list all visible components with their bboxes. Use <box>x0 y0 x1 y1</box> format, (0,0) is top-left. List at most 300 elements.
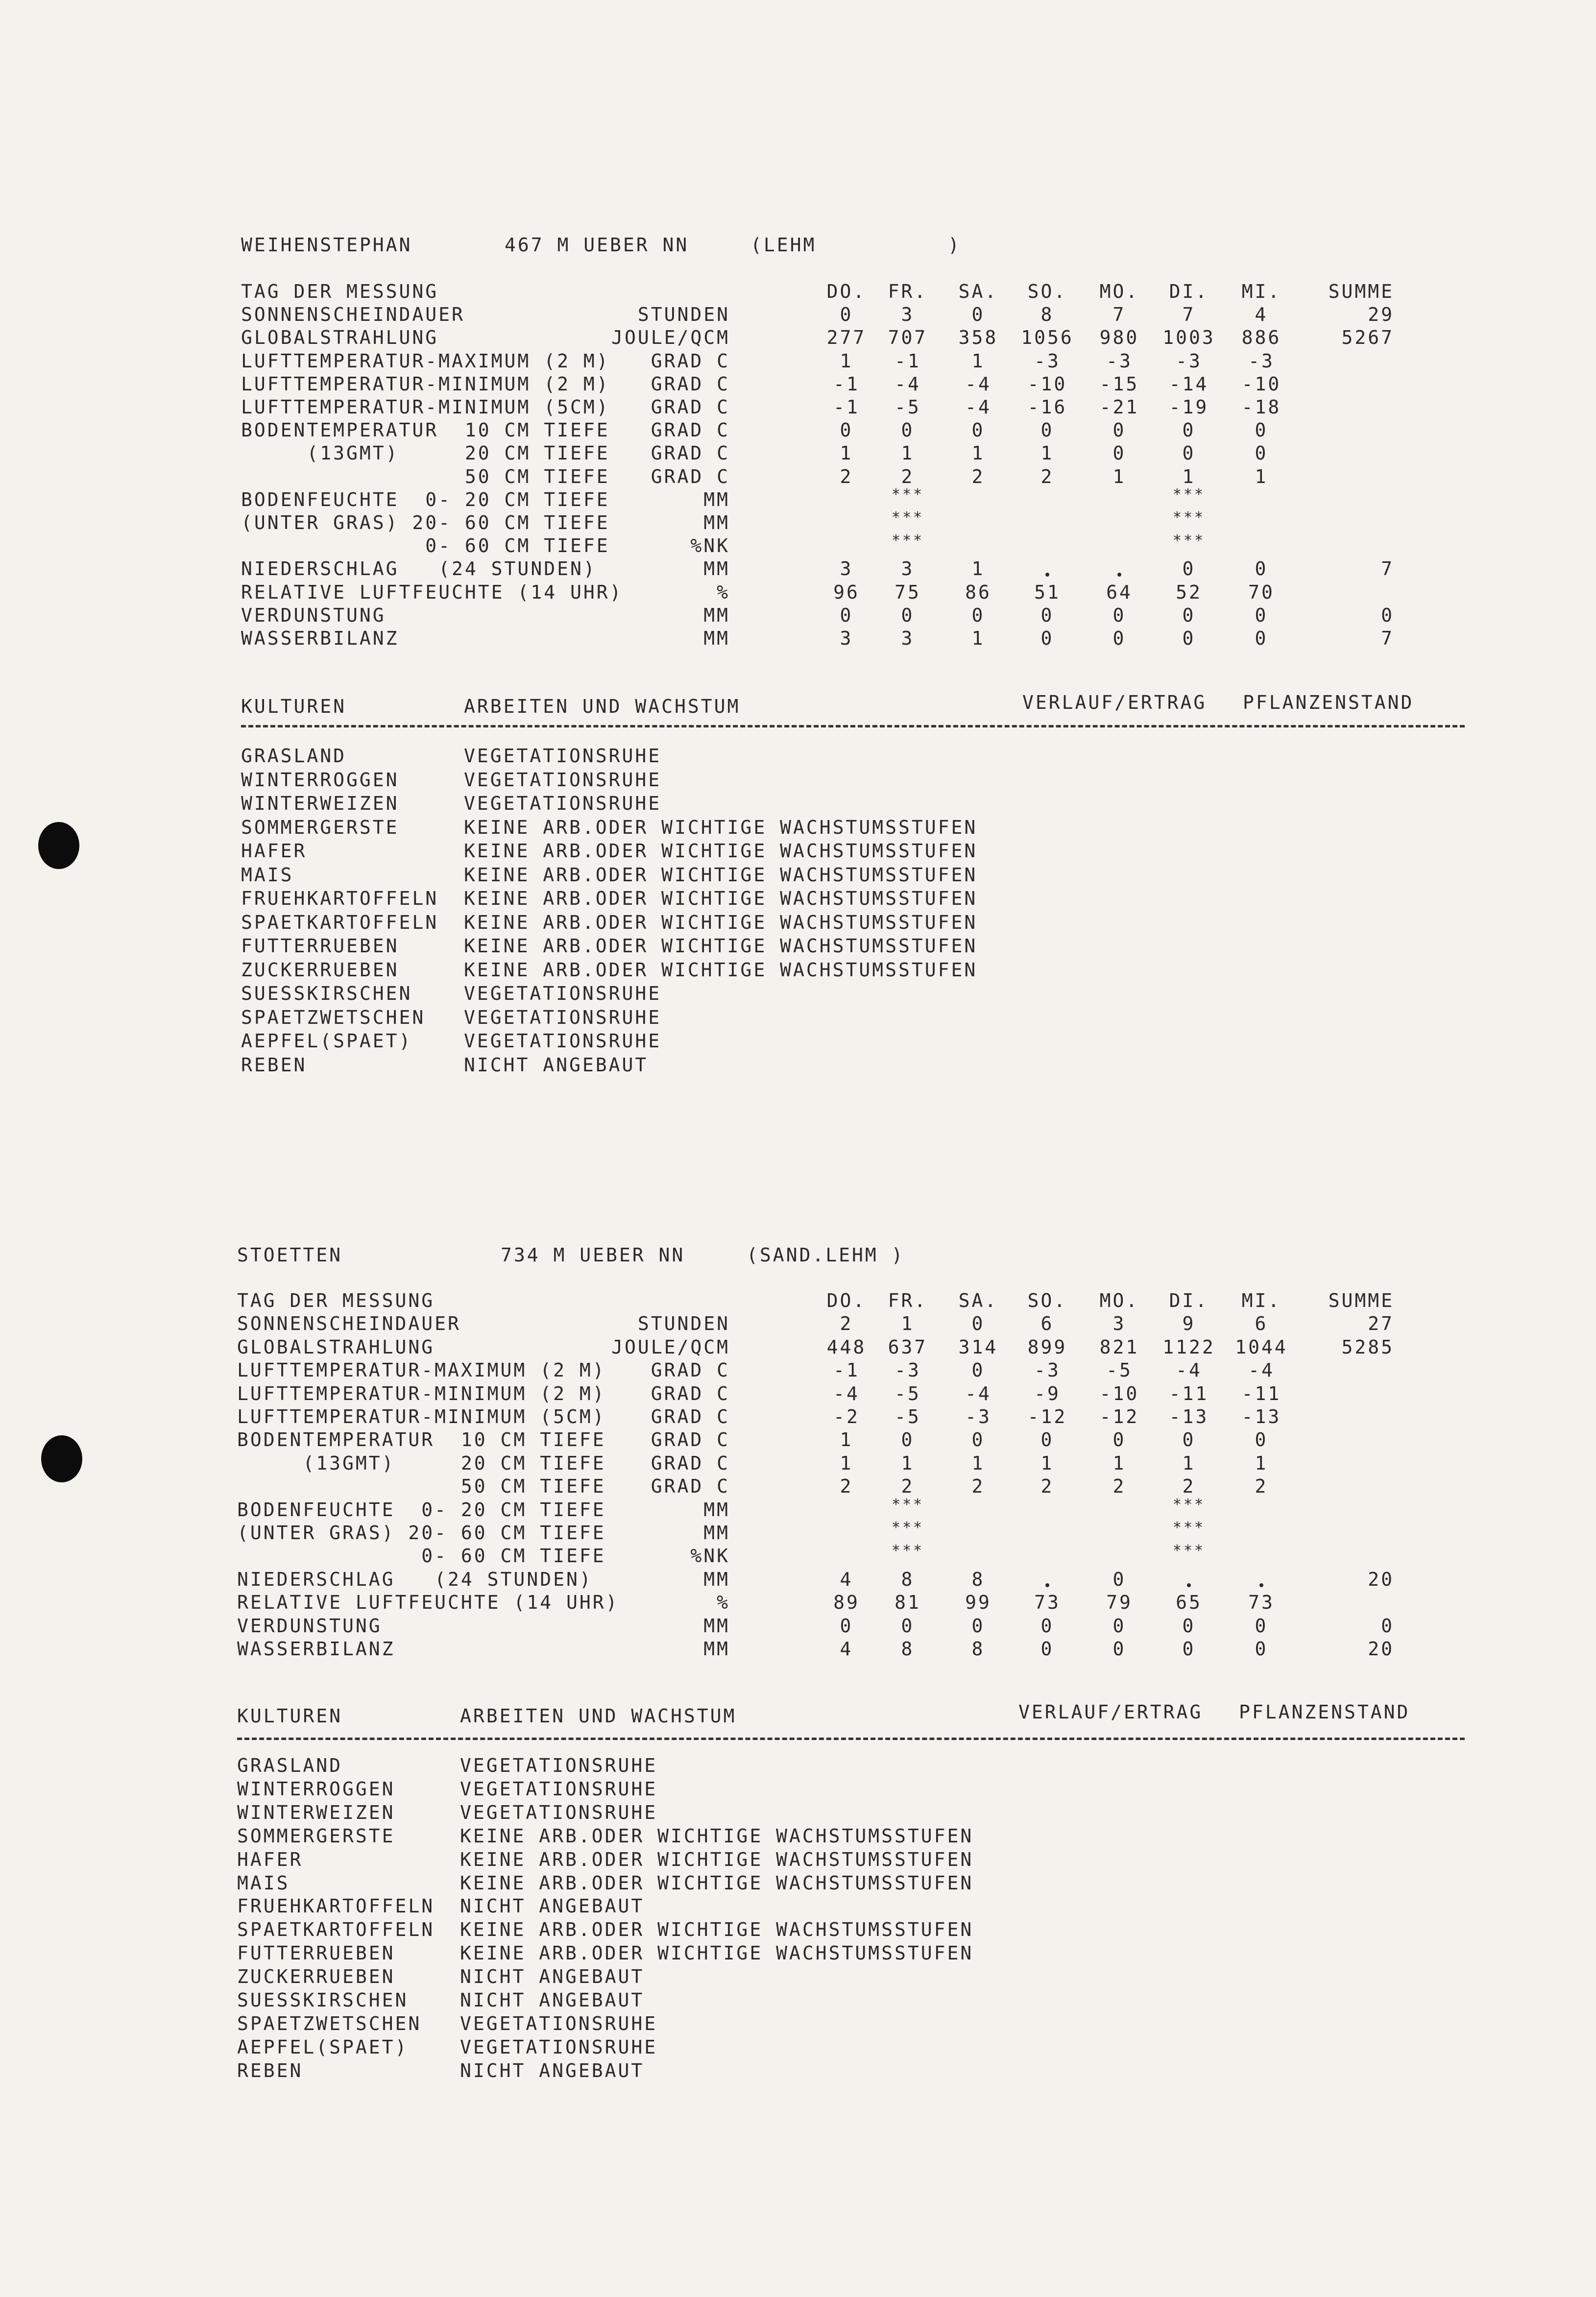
row-unit: GRAD C <box>651 396 730 418</box>
cell-value: -4 <box>1176 1359 1202 1381</box>
cell-value: 0 <box>1182 1615 1196 1637</box>
cell-value: 2 <box>901 465 915 487</box>
cultures-col-header: VERLAUF/ERTRAG <box>1018 1701 1203 1723</box>
station-soil: (LEHM ) <box>750 234 962 256</box>
row-label: RELATIVE LUFTFEUCHTE (14 UHR) <box>241 581 623 603</box>
culture-status: NICHT ANGEBAUT <box>460 1989 645 2011</box>
cell-value: -1 <box>833 373 860 395</box>
cultures-col-header: ARBEITEN UND WACHSTUM <box>460 1705 737 1727</box>
sum-value: 29 <box>1368 304 1394 326</box>
cell-value: -5 <box>895 1382 921 1404</box>
cell-value: -1 <box>833 1359 860 1381</box>
culture-name: SPAETKARTOFFELN <box>241 911 439 933</box>
cell-value: 51 <box>1034 581 1061 603</box>
missing-value-dot <box>1187 1583 1191 1587</box>
row-label: LUFTTEMPERATUR-MINIMUM (2 M) <box>241 373 610 395</box>
cell-value: 1 <box>971 558 985 580</box>
culture-status: VEGETATIONSRUHE <box>460 2036 658 2058</box>
cell-value: 3 <box>901 558 915 580</box>
cell-value: 2 <box>840 1313 853 1335</box>
cell-value: 0 <box>1255 628 1268 649</box>
cell-value: -3 <box>1034 1359 1061 1381</box>
row-label: GLOBALSTRAHLUNG <box>241 327 439 349</box>
row-unit: MM <box>703 1615 730 1637</box>
cell-value: -2 <box>833 1406 860 1427</box>
cell-value: 1 <box>1182 465 1196 487</box>
cell-value: 1 <box>840 442 853 464</box>
cell-value: -3 <box>965 1406 991 1427</box>
row-label: (UNTER GRAS) 20- 60 CM TIEFE <box>241 512 610 533</box>
cell-value: 0 <box>1255 442 1268 464</box>
cell-value: *** <box>1172 1496 1206 1513</box>
cell-value: 0 <box>1112 1568 1126 1590</box>
cell-value: 4 <box>840 1638 853 1660</box>
day-header: FR. <box>888 281 928 302</box>
cell-value: *** <box>1172 485 1206 503</box>
punch-hole-top <box>38 822 79 869</box>
cell-value: 0 <box>1112 628 1126 649</box>
cell-value: 1 <box>840 1429 853 1451</box>
cell-value: 52 <box>1176 581 1202 603</box>
culture-name: SPAETZWETSCHEN <box>241 1006 426 1028</box>
row-label: VERDUNSTUNG <box>237 1615 382 1637</box>
cell-value: 0 <box>1255 1638 1268 1660</box>
culture-status: KEINE ARB.ODER WICHTIGE WACHSTUMSSTUFEN <box>460 1872 974 1894</box>
cell-value: -19 <box>1169 396 1209 418</box>
cell-value: -10 <box>1241 373 1282 395</box>
sum-value: 5285 <box>1341 1336 1394 1358</box>
cell-value: -11 <box>1241 1382 1282 1404</box>
cell-value: 0 <box>971 1359 985 1381</box>
culture-name: WINTERROGGEN <box>237 1778 395 1800</box>
cell-value: -5 <box>895 1406 921 1427</box>
cell-value: 637 <box>888 1336 928 1358</box>
culture-status: KEINE ARB.ODER WICHTIGE WACHSTUMSSTUFEN <box>464 911 978 933</box>
cell-value: 2 <box>1112 1475 1126 1498</box>
row-unit: %NK <box>690 1545 730 1567</box>
day-header: DO. <box>826 1290 867 1311</box>
cell-value: 0 <box>1182 1429 1196 1451</box>
row-label: LUFTTEMPERATUR-MINIMUM (2 M) <box>237 1382 606 1404</box>
row-label: SONNENSCHEINDAUER <box>237 1313 461 1335</box>
cell-value: -14 <box>1169 373 1209 395</box>
cell-value: 0 <box>840 1615 853 1637</box>
cell-value: 99 <box>965 1592 991 1614</box>
header-label: TAG DER MESSUNG <box>237 1290 435 1311</box>
cell-value: -12 <box>1027 1406 1067 1427</box>
cell-value: 8 <box>901 1568 915 1590</box>
row-unit: STUNDEN <box>637 304 730 326</box>
culture-name: SOMMERGERSTE <box>237 1825 395 1847</box>
cell-value: 0 <box>901 604 915 626</box>
day-header: SO. <box>1027 1290 1067 1311</box>
missing-value-dot <box>1117 573 1121 577</box>
row-label: LUFTTEMPERATUR-MINIMUM (5CM) <box>237 1406 606 1427</box>
culture-name: AEPFEL(SPAET) <box>237 2036 409 2058</box>
cell-value: 86 <box>965 581 991 603</box>
row-unit: GRAD C <box>651 1406 730 1427</box>
cell-value: *** <box>1172 1542 1206 1560</box>
cell-value: 3 <box>840 558 853 580</box>
cell-value: 2 <box>971 465 985 487</box>
cell-value: -21 <box>1099 396 1139 418</box>
cell-value: 2 <box>971 1475 985 1498</box>
culture-name: SUESSKIRSCHEN <box>241 983 412 1004</box>
cell-value: -11 <box>1169 1382 1209 1404</box>
cell-value: 1 <box>840 1452 853 1474</box>
sum-header: SUMME <box>1328 281 1394 302</box>
cell-value: 1 <box>1112 465 1126 487</box>
row-label: NIEDERSCHLAG (24 STUNDEN) <box>237 1568 593 1590</box>
culture-name: FRUEHKARTOFFELN <box>237 1895 435 1917</box>
row-unit: MM <box>703 628 730 649</box>
cell-value: 1 <box>971 350 985 372</box>
cell-value: 1 <box>1040 442 1054 464</box>
culture-status: KEINE ARB.ODER WICHTIGE WACHSTUMSSTUFEN <box>464 840 978 862</box>
culture-status: KEINE ARB.ODER WICHTIGE WACHSTUMSSTUFEN <box>464 959 978 981</box>
culture-name: SOMMERGERSTE <box>241 816 399 838</box>
cell-value: 3 <box>840 628 853 649</box>
cell-value: 0 <box>1112 1615 1126 1637</box>
cell-value: 0 <box>901 1615 915 1637</box>
cell-value: 70 <box>1248 581 1275 603</box>
day-header: MI. <box>1241 281 1282 302</box>
cell-value: 448 <box>826 1336 867 1358</box>
row-unit: GRAD C <box>651 1359 730 1381</box>
sum-value: 7 <box>1381 558 1394 580</box>
row-label: (13GMT) 20 CM TIEFE <box>237 1452 606 1474</box>
dashed-rule <box>237 1738 1465 1740</box>
cell-value: 0 <box>1112 1429 1126 1451</box>
cell-value: 1 <box>971 628 985 649</box>
day-header: DO. <box>826 281 867 302</box>
culture-name: GRASLAND <box>241 745 347 767</box>
cell-value: 2 <box>840 1475 853 1498</box>
row-label: BODENTEMPERATUR 10 CM TIEFE <box>241 419 610 441</box>
cell-value: 0 <box>840 604 853 626</box>
cell-value: 0 <box>1255 419 1268 441</box>
cultures-col-header: KULTUREN <box>241 696 347 717</box>
sum-header: SUMME <box>1328 1290 1394 1311</box>
culture-status: KEINE ARB.ODER WICHTIGE WACHSTUMSSTUFEN <box>460 1942 974 1964</box>
culture-name: MAIS <box>241 864 294 886</box>
cultures-col-header: VERLAUF/ERTRAG <box>1022 692 1207 713</box>
cell-value: -5 <box>895 396 921 418</box>
cell-value: 1 <box>1255 465 1268 487</box>
row-label: (13GMT) 20 CM TIEFE <box>241 442 610 464</box>
cell-value: *** <box>1172 1519 1206 1536</box>
row-unit: STUNDEN <box>637 1313 730 1335</box>
day-header: SA. <box>958 1290 998 1311</box>
cell-value: -5 <box>1106 1359 1133 1381</box>
cell-value: 821 <box>1099 1336 1139 1358</box>
culture-name: HAFER <box>237 1848 303 1870</box>
cell-value: 65 <box>1176 1592 1202 1614</box>
cell-value: 0 <box>971 1429 985 1451</box>
row-unit: MM <box>703 558 730 580</box>
sum-value: 20 <box>1368 1568 1394 1590</box>
row-unit: JOULE/QCM <box>611 1336 730 1358</box>
row-unit: GRAD C <box>651 1475 730 1498</box>
cell-value: 0 <box>1040 1615 1054 1637</box>
cell-value: -4 <box>1248 1359 1275 1381</box>
day-header: DI. <box>1169 1290 1209 1311</box>
culture-status: KEINE ARB.ODER WICHTIGE WACHSTUMSSTUFEN <box>460 1848 974 1870</box>
row-unit: GRAD C <box>651 373 730 395</box>
culture-status: NICHT ANGEBAUT <box>460 1966 645 1988</box>
cell-value: 277 <box>826 327 867 349</box>
culture-status: KEINE ARB.ODER WICHTIGE WACHSTUMSSTUFEN <box>464 864 978 886</box>
culture-name: ZUCKERRUEBEN <box>237 1966 395 1988</box>
cultures-col-header: KULTUREN <box>237 1705 343 1727</box>
cell-value: -3 <box>1106 350 1133 372</box>
culture-status: VEGETATIONSRUHE <box>464 793 662 814</box>
cell-value: *** <box>891 485 924 503</box>
culture-name: REBEN <box>241 1054 307 1076</box>
cell-value: 7 <box>1112 304 1126 326</box>
cell-value: 0 <box>1182 628 1196 649</box>
cell-value: *** <box>891 1542 924 1560</box>
station-altitude: 467 M UEBER NN <box>505 234 689 256</box>
cell-value: 0 <box>1112 1638 1126 1660</box>
row-unit: MM <box>703 1499 730 1521</box>
station-soil: (SAND.LEHM ) <box>747 1244 905 1266</box>
culture-name: GRASLAND <box>237 1755 343 1776</box>
cell-value: 0 <box>1255 604 1268 626</box>
row-unit: MM <box>703 1638 730 1660</box>
cell-value: 0 <box>1182 1638 1196 1660</box>
culture-status: VEGETATIONSRUHE <box>464 745 662 767</box>
culture-status: VEGETATIONSRUHE <box>460 1778 658 1800</box>
sum-value: 5267 <box>1341 327 1394 349</box>
cell-value: 0 <box>1255 1429 1268 1451</box>
cultures-col-header: ARBEITEN UND WACHSTUM <box>464 696 741 717</box>
cell-value: 0 <box>971 304 985 326</box>
cell-value: -10 <box>1099 1382 1139 1404</box>
cell-value: 1 <box>840 350 853 372</box>
row-label: BODENFEUCHTE 0- 20 CM TIEFE <box>237 1499 606 1521</box>
row-label: WASSERBILANZ <box>241 628 399 649</box>
cell-value: 0 <box>971 1313 985 1335</box>
day-header: MO. <box>1099 281 1139 302</box>
cell-value: -4 <box>833 1382 860 1404</box>
cell-value: -3 <box>1248 350 1275 372</box>
header-label: TAG DER MESSUNG <box>241 281 439 302</box>
day-header: SO. <box>1027 281 1067 302</box>
cell-value: 0 <box>971 1615 985 1637</box>
day-header: MO. <box>1099 1290 1139 1311</box>
cell-value: -10 <box>1027 373 1067 395</box>
cell-value: 0 <box>901 1429 915 1451</box>
cell-value: *** <box>891 509 924 526</box>
row-unit: GRAD C <box>651 419 730 441</box>
cell-value: 0 <box>971 604 985 626</box>
day-header: DI. <box>1169 281 1209 302</box>
culture-status: VEGETATIONSRUHE <box>464 983 662 1004</box>
cell-value: 1 <box>971 1452 985 1474</box>
cell-value: 6 <box>1255 1313 1268 1335</box>
cell-value: 0 <box>840 304 853 326</box>
cell-value: 0 <box>1040 1429 1054 1451</box>
row-unit: GRAD C <box>651 465 730 487</box>
sum-value: 20 <box>1368 1638 1394 1660</box>
cell-value: *** <box>1172 532 1206 550</box>
cell-value: 0 <box>1040 604 1054 626</box>
row-unit: % <box>717 1592 730 1614</box>
cell-value: *** <box>891 532 924 550</box>
cell-value: 0 <box>1112 419 1126 441</box>
cell-value: 1 <box>901 442 915 464</box>
cell-value: 0 <box>1182 604 1196 626</box>
cultures-col-header: PFLANZENSTAND <box>1243 692 1414 713</box>
culture-name: AEPFEL(SPAET) <box>241 1030 412 1052</box>
culture-status: VEGETATIONSRUHE <box>460 2012 658 2034</box>
culture-name: HAFER <box>241 840 307 862</box>
row-label: 0- 60 CM TIEFE <box>237 1545 606 1567</box>
culture-status: KEINE ARB.ODER WICHTIGE WACHSTUMSSTUFEN <box>464 935 978 957</box>
cell-value: 1 <box>1182 1452 1196 1474</box>
cell-value: 8 <box>1040 304 1054 326</box>
cell-value: 707 <box>888 327 928 349</box>
cell-value: 0 <box>1182 419 1196 441</box>
row-label: RELATIVE LUFTFEUCHTE (14 UHR) <box>237 1592 619 1614</box>
cell-value: -4 <box>965 373 991 395</box>
cell-value: 314 <box>958 1336 998 1358</box>
cell-value: 358 <box>958 327 998 349</box>
cell-value: 2 <box>1040 465 1054 487</box>
cell-value: 2 <box>1255 1475 1268 1498</box>
cell-value: 9 <box>1182 1313 1196 1335</box>
cell-value: 79 <box>1106 1592 1133 1614</box>
row-unit: %NK <box>690 535 730 557</box>
row-unit: MM <box>703 1568 730 1590</box>
row-unit: % <box>717 581 730 603</box>
cell-value: -16 <box>1027 396 1067 418</box>
culture-status: KEINE ARB.ODER WICHTIGE WACHSTUMSSTUFEN <box>460 1825 974 1847</box>
culture-name: WINTERROGGEN <box>241 769 399 791</box>
cell-value: 7 <box>1182 304 1196 326</box>
cell-value: -15 <box>1099 373 1139 395</box>
station-name: WEIHENSTEPHAN <box>241 234 412 256</box>
culture-name: SPAETKARTOFFELN <box>237 1919 435 1941</box>
row-label: WASSERBILANZ <box>237 1638 395 1660</box>
cell-value: 2 <box>840 465 853 487</box>
cell-value: 3 <box>901 628 915 649</box>
cell-value: -12 <box>1099 1406 1139 1427</box>
cell-value: 3 <box>1112 1313 1126 1335</box>
missing-value-dot <box>1259 1583 1263 1587</box>
culture-name: WINTERWEIZEN <box>241 793 399 814</box>
cell-value: 0 <box>1182 442 1196 464</box>
culture-name: REBEN <box>237 2059 303 2081</box>
cell-value: 886 <box>1241 327 1282 349</box>
row-label: BODENFEUCHTE 0- 20 CM TIEFE <box>241 488 610 510</box>
row-label: NIEDERSCHLAG (24 STUNDEN) <box>241 558 597 580</box>
cell-value: 4 <box>1255 304 1268 326</box>
row-label: VERDUNSTUNG <box>241 604 386 626</box>
cell-value: -4 <box>895 373 921 395</box>
culture-name: ZUCKERRUEBEN <box>241 959 399 981</box>
cell-value: -4 <box>965 1382 991 1404</box>
row-unit: MM <box>703 604 730 626</box>
row-label: LUFTTEMPERATUR-MAXIMUM (2 M) <box>237 1359 606 1381</box>
culture-status: VEGETATIONSRUHE <box>460 1755 658 1776</box>
culture-status: NICHT ANGEBAUT <box>460 1895 645 1917</box>
row-label: GLOBALSTRAHLUNG <box>237 1336 435 1358</box>
cell-value: 89 <box>833 1592 860 1614</box>
cell-value: 73 <box>1034 1592 1061 1614</box>
cell-value: 980 <box>1099 327 1139 349</box>
sum-value: 0 <box>1381 1615 1394 1637</box>
cell-value: 899 <box>1027 1336 1067 1358</box>
dashed-rule <box>241 725 1465 727</box>
culture-name: MAIS <box>237 1872 290 1894</box>
culture-status: VEGETATIONSRUHE <box>460 1801 658 1823</box>
cell-value: 1122 <box>1162 1336 1215 1358</box>
cell-value: -18 <box>1241 396 1282 418</box>
culture-status: KEINE ARB.ODER WICHTIGE WACHSTUMSSTUFEN <box>460 1919 974 1941</box>
culture-name: SPAETZWETSCHEN <box>237 2012 422 2034</box>
cell-value: -13 <box>1241 1406 1282 1427</box>
cell-value: 0 <box>1255 1615 1268 1637</box>
station-altitude: 734 M UEBER NN <box>501 1244 685 1266</box>
row-unit: GRAD C <box>651 442 730 464</box>
cell-value: 0 <box>1040 628 1054 649</box>
cell-value: -1 <box>833 396 860 418</box>
cell-value: 1 <box>901 1452 915 1474</box>
row-label: 50 CM TIEFE <box>237 1475 606 1498</box>
cell-value: -3 <box>1034 350 1061 372</box>
cell-value: 75 <box>895 581 921 603</box>
punch-hole-bottom <box>41 1435 82 1482</box>
cell-value: 0 <box>1112 604 1126 626</box>
cell-value: -9 <box>1034 1382 1061 1404</box>
row-unit: GRAD C <box>651 1429 730 1451</box>
cell-value: *** <box>891 1496 924 1513</box>
culture-status: KEINE ARB.ODER WICHTIGE WACHSTUMSSTUFEN <box>464 816 978 838</box>
row-unit: GRAD C <box>651 350 730 372</box>
cell-value: 3 <box>901 304 915 326</box>
culture-name: FUTTERRUEBEN <box>237 1942 395 1964</box>
cell-value: 8 <box>971 1638 985 1660</box>
row-label: LUFTTEMPERATUR-MAXIMUM (2 M) <box>241 350 610 372</box>
culture-status: NICHT ANGEBAUT <box>464 1054 649 1076</box>
station-name: STOETTEN <box>237 1244 343 1266</box>
cell-value: *** <box>1172 509 1206 526</box>
cell-value: 2 <box>1182 1475 1196 1498</box>
cell-value: 96 <box>833 581 860 603</box>
culture-name: WINTERWEIZEN <box>237 1801 395 1823</box>
row-unit: JOULE/QCM <box>611 327 730 349</box>
cell-value: 1 <box>971 442 985 464</box>
culture-name: FRUEHKARTOFFELN <box>241 888 439 909</box>
culture-status: VEGETATIONSRUHE <box>464 1006 662 1028</box>
missing-value-dot <box>1045 1583 1049 1587</box>
row-unit: MM <box>703 1522 730 1544</box>
cell-value: 1056 <box>1021 327 1074 349</box>
culture-name: SUESSKIRSCHEN <box>237 1989 409 2011</box>
cell-value: -3 <box>895 1359 921 1381</box>
cell-value: 8 <box>971 1568 985 1590</box>
cell-value: 0 <box>901 419 915 441</box>
cell-value: -13 <box>1169 1406 1209 1427</box>
cell-value: 4 <box>840 1568 853 1590</box>
cell-value: 0 <box>1040 419 1054 441</box>
culture-status: KEINE ARB.ODER WICHTIGE WACHSTUMSSTUFEN <box>464 888 978 909</box>
row-unit: GRAD C <box>651 1452 730 1474</box>
cell-value: 1044 <box>1235 1336 1288 1358</box>
cell-value: 6 <box>1040 1313 1054 1335</box>
